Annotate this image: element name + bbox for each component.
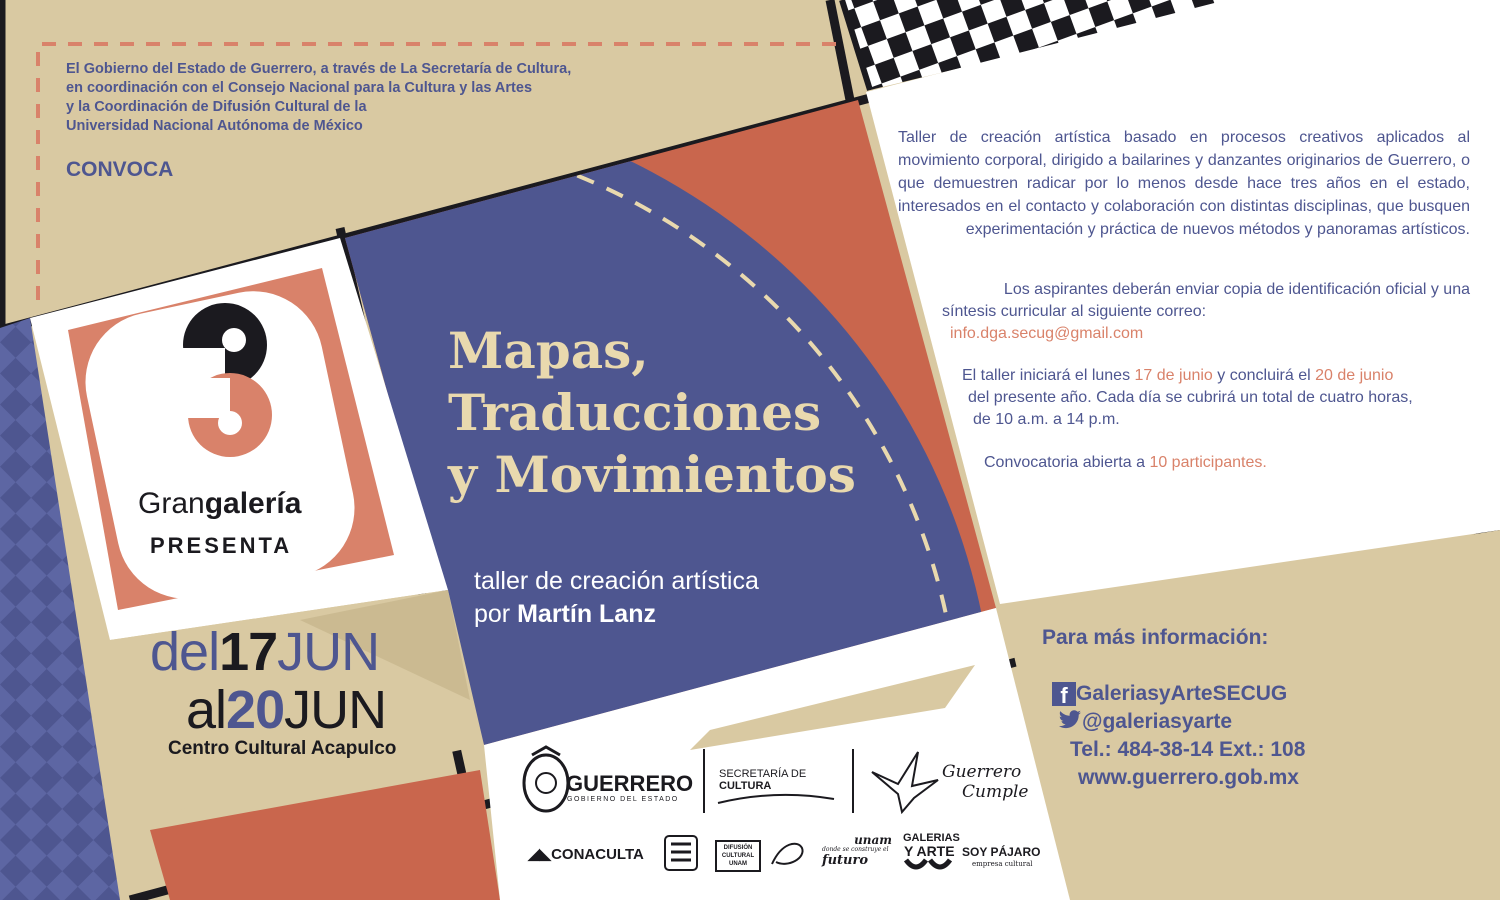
gran-galeria-wordmark [138,487,301,521]
email-link[interactable]: info.dga.secug@gmail.com [950,325,1144,342]
galerias-mark-icon [904,858,952,874]
unam-futuro-logo [822,834,892,867]
guerrero-logo-text: GUERRERO [566,771,694,796]
gran-text: Gran [138,487,205,520]
secretaria-text: SECRETARÍA DE [719,768,807,780]
schedule-text: El taller iniciará el lunes [962,367,1135,384]
date-del: del [150,622,220,682]
cultura-text: CULTURA [719,780,772,792]
intro-line: y la Coordinación de Difusión Cultural de la [66,99,367,115]
soypajaro-text: SOY PÁJARO [962,845,1041,859]
gallery-script-icon [768,838,808,872]
convoca-heading: CONVOCA [66,158,174,181]
facebook-handle: GaleriasyArteSECUG [1076,682,1288,705]
intro-line: Universidad Nacional Autónoma de México [66,118,363,134]
capacity [984,452,1267,474]
date-start [150,624,379,680]
venue: Centro Cultural Acapulco [168,738,397,759]
unam-sub: donde se construye el [822,846,889,853]
subtitle-por: por [474,600,518,628]
schedule-line: de 10 a.m. a 14 p.m. [973,411,1120,428]
date-day1: 17 [219,622,278,682]
conaculta-logo [528,845,644,863]
soypajaro-sub: empresa cultural [972,860,1033,868]
conaculta-icon: ◢◣ [528,846,552,863]
date-month1: JUN [277,622,380,682]
title-line: y Movimientos [448,445,856,504]
intro-line: El Gobierno del Estado de Guerrero, a través de La Secretaría de Cultura, [66,61,572,77]
cumple-line1: Guerrero [942,762,1022,782]
presenta-label: PRESENTA [150,533,293,558]
schedule-text: y concluirá el [1212,367,1316,384]
gran-galeria-logo-icon [170,300,290,460]
date-al: al [186,680,227,740]
schedule [962,365,1470,431]
intro-text [66,60,666,136]
description: Taller de creación artística basado en procesos creativos aplicados al movimiento corporal, dirigido a bailarines y danzantes originarios de Guerrero, o que demuestren radicar por lo menos desde hace tres años en el estado, interesados en el contacto y colaboración con distintas disciplinas, que busquen experimentación y práctica de nuevos métodos y panoramas artísticos. [898,129,1470,238]
divider [703,749,705,813]
title-line: Mapas, [448,321,649,380]
facebook-link[interactable] [1052,680,1287,708]
futuro-text: futuro [822,853,869,868]
schedule-line: del presente año. Cada día se cubrirá un total de cuatro horas, [968,389,1413,406]
author-name: Martín Lanz [517,600,656,628]
difusion-logo: DIFUSIÓN CULTURAL UNAM [715,840,761,872]
twitter-handle: @galeriasyarte [1082,710,1233,733]
start-date: 17 de junio [1134,367,1213,384]
facebook-icon: f [1052,682,1076,706]
requirements-line: Los aspirantes deberán enviar copia de identificación oficial y una [1003,281,1470,298]
website-link[interactable]: www.guerrero.gob.mx [1078,766,1299,789]
conaculta-text: CONACULTA [551,846,644,863]
capacity-text: Convocatoria abierta a [984,454,1150,471]
phone: Tel.: 484-38-14 Ext.: 108 [1070,738,1306,761]
title-line: Traducciones [448,383,822,442]
intro-line: en coordinación con el Consejo Nacional para la Cultura y las Artes [66,80,533,96]
requirements [940,279,1470,345]
cultura-swoosh-icon [716,793,836,805]
capacity-count: 10 participantes. [1149,454,1267,471]
twitter-icon [1058,710,1082,730]
divider [852,749,854,813]
event-subtitle [474,565,759,631]
end-date: 20 de junio [1315,367,1394,384]
yarte-text: Y ARTE [904,843,955,859]
requirements-line: síntesis curricular al siguiente correo: [942,303,1207,320]
event-title [448,320,856,506]
unam-crest-icon [661,834,701,872]
cumple-line2: Cumple [962,782,1029,802]
twitter-link[interactable] [1058,708,1232,736]
contact-heading: Para más información: [1042,626,1269,649]
date-month2: JUN [284,680,387,740]
galerias-text: GALERIAS [903,832,960,844]
guerrero-cumple-bird-icon [868,750,942,814]
date-day2: 20 [226,680,285,740]
galeria-text: galería [204,487,302,520]
subtitle-line: taller de creación artística [474,567,759,595]
unam-text: unam [854,833,892,847]
date-end [186,682,386,738]
guerrero-sub: GOBIERNO DEL ESTADO [567,796,679,803]
